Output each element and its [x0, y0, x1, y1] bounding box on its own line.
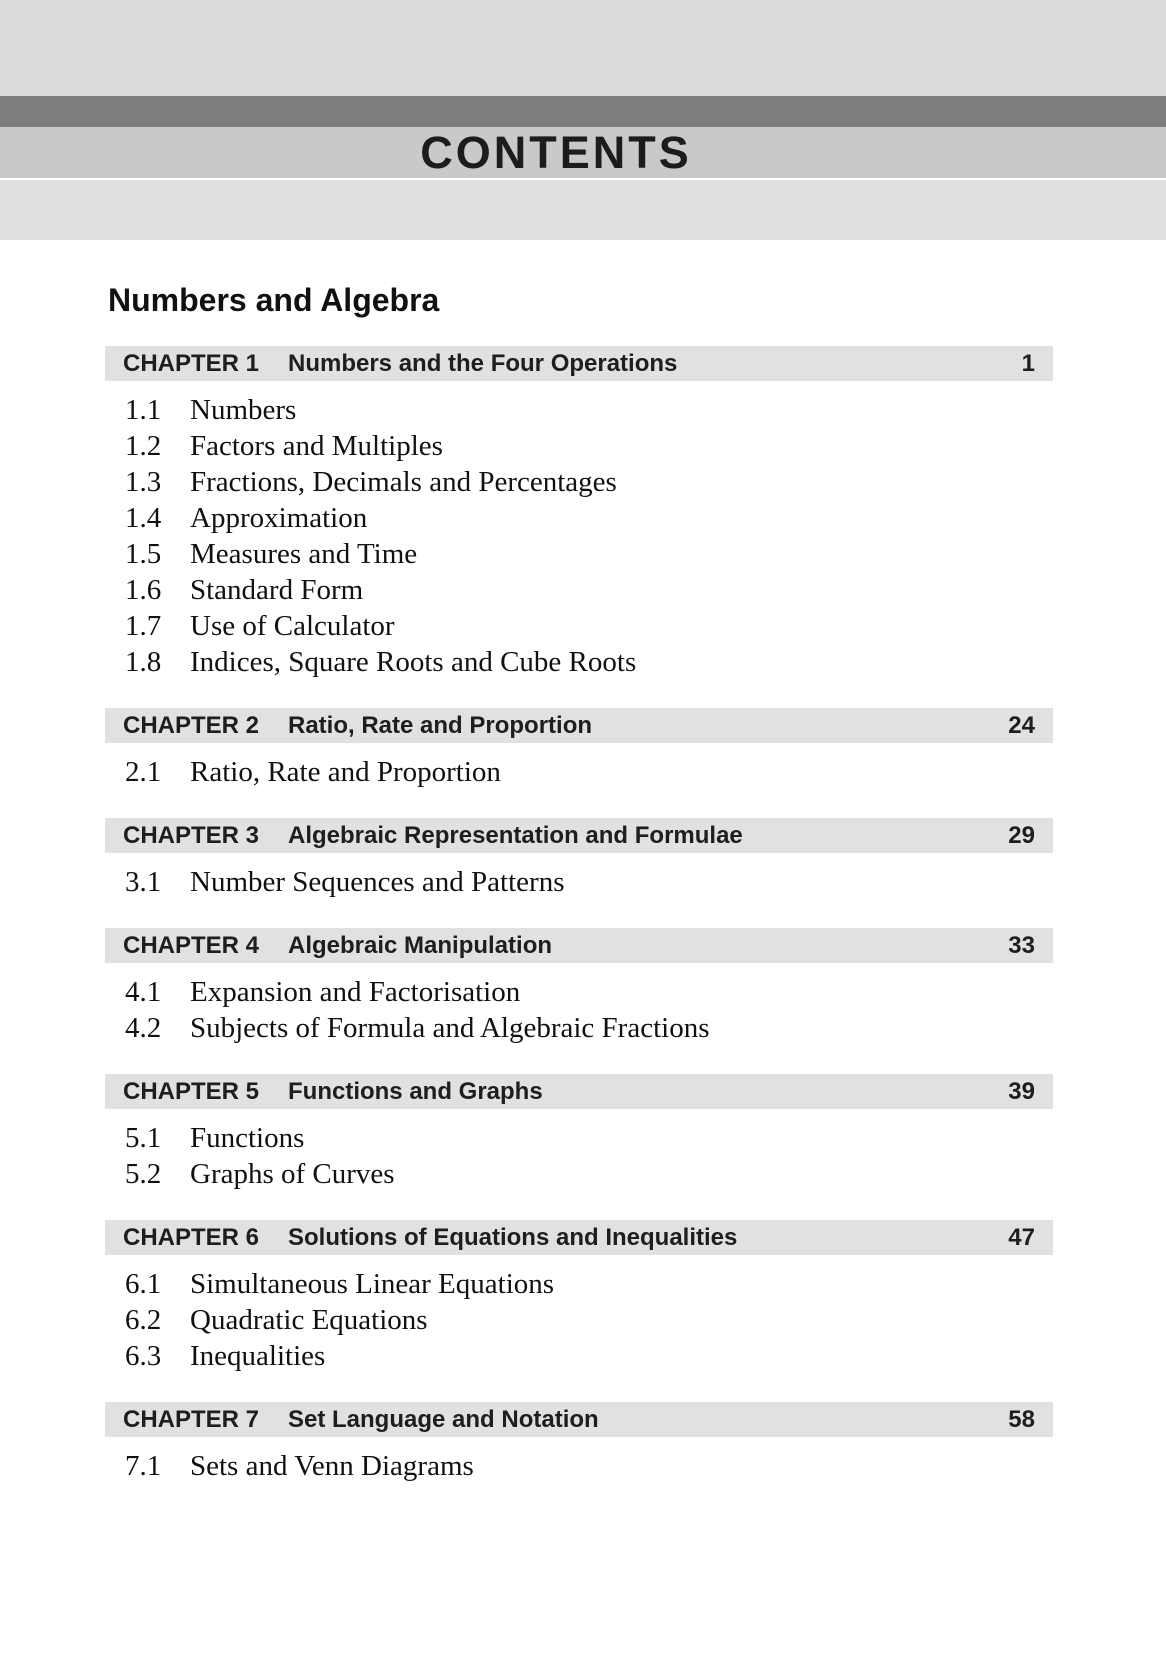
chapter-7-sections — [105, 1448, 1053, 1484]
chapter-page-number: 39 — [1008, 1077, 1035, 1105]
chapter-label: CHAPTER 5 — [123, 1077, 260, 1105]
section-row — [105, 608, 1053, 644]
chapter-4-group — [105, 928, 1053, 1046]
chapter-page-number: 58 — [1008, 1405, 1035, 1433]
chapter-6-bar — [105, 1220, 1053, 1255]
chapter-7-bar — [105, 1402, 1053, 1437]
chapter-title: Functions and Graphs — [288, 1077, 543, 1105]
strand-heading: Numbers and Algebra — [108, 282, 440, 318]
page-title: CONTENTS — [420, 127, 692, 178]
chapter-page-number: 1 — [1021, 349, 1035, 377]
section-number: 3.1 — [125, 866, 162, 899]
chapter-2-bar — [105, 708, 1053, 743]
section-number: 1.2 — [125, 430, 162, 463]
chapter-label: CHAPTER 1 — [123, 349, 260, 377]
chapter-page-number: 24 — [1008, 711, 1035, 739]
section-title: Graphs of Curves — [190, 1158, 395, 1191]
chapter-page-number: 29 — [1008, 821, 1035, 849]
header-title-band — [0, 127, 1166, 178]
section-row — [105, 536, 1053, 572]
section-title: Approximation — [190, 502, 368, 535]
section-row — [105, 864, 1053, 900]
section-row — [105, 1266, 1053, 1302]
section-number: 6.1 — [125, 1268, 162, 1301]
chapter-page-number: 47 — [1008, 1223, 1035, 1251]
chapter-5-group — [105, 1074, 1053, 1192]
section-title: Functions — [190, 1122, 305, 1155]
section-title: Quadratic Equations — [190, 1304, 428, 1337]
page-header — [0, 0, 1166, 240]
section-number: 1.3 — [125, 466, 162, 499]
chapter-label: CHAPTER 7 — [123, 1405, 260, 1433]
chapter-3-sections — [105, 864, 1053, 900]
chapter-title: Algebraic Manipulation — [288, 931, 553, 959]
chapter-6-group — [105, 1220, 1053, 1374]
section-title: Measures and Time — [190, 538, 418, 571]
section-row — [105, 644, 1053, 680]
chapter-title: Numbers and the Four Operations — [288, 349, 678, 377]
section-number: 6.3 — [125, 1340, 162, 1373]
chapter-1-sections — [105, 392, 1053, 680]
header-top-strip — [0, 0, 1166, 96]
section-title: Expansion and Factorisation — [190, 976, 521, 1009]
section-row — [105, 1156, 1053, 1192]
section-number: 1.5 — [125, 538, 162, 571]
table-of-contents — [105, 283, 1053, 1484]
chapter-label: CHAPTER 3 — [123, 821, 260, 849]
chapter-label: CHAPTER 4 — [123, 931, 260, 959]
chapter-6-sections — [105, 1266, 1053, 1374]
section-number: 1.8 — [125, 646, 162, 679]
section-title: Use of Calculator — [190, 610, 395, 643]
section-title: Number Sequences and Patterns — [190, 866, 565, 899]
chapter-page-number: 33 — [1008, 931, 1035, 959]
section-row — [105, 392, 1053, 428]
section-row — [105, 1302, 1053, 1338]
section-title: Ratio, Rate and Proportion — [190, 756, 501, 789]
section-number: 4.2 — [125, 1012, 162, 1045]
section-title: Indices, Square Roots and Cube Roots — [190, 646, 637, 679]
section-row — [105, 572, 1053, 608]
chapter-3-group — [105, 818, 1053, 900]
section-title: Inequalities — [190, 1340, 326, 1373]
section-row — [105, 500, 1053, 536]
section-number: 5.1 — [125, 1122, 162, 1155]
chapter-1-bar — [105, 346, 1053, 381]
section-row — [105, 974, 1053, 1010]
chapter-2-group — [105, 708, 1053, 790]
section-title: Subjects of Formula and Algebraic Fractions — [190, 1012, 710, 1045]
section-row — [105, 464, 1053, 500]
chapter-7-group — [105, 1402, 1053, 1484]
section-title: Standard Form — [190, 574, 364, 607]
chapter-4-bar — [105, 928, 1053, 963]
section-number: 1.7 — [125, 610, 162, 643]
section-title: Numbers — [190, 394, 297, 427]
section-row — [105, 1120, 1053, 1156]
chapter-title: Set Language and Notation — [288, 1405, 599, 1433]
section-title: Fractions, Decimals and Percentages — [190, 466, 617, 499]
section-row — [105, 1010, 1053, 1046]
chapter-label: CHAPTER 6 — [123, 1223, 260, 1251]
section-number: 6.2 — [125, 1304, 162, 1337]
chapter-label: CHAPTER 2 — [123, 711, 260, 739]
chapter-5-sections — [105, 1120, 1053, 1192]
section-number: 4.1 — [125, 976, 162, 1009]
section-number: 7.1 — [125, 1450, 162, 1483]
section-number: 1.1 — [125, 394, 162, 427]
section-title: Factors and Multiples — [190, 430, 443, 463]
chapter-4-sections — [105, 974, 1053, 1046]
section-row — [105, 428, 1053, 464]
section-number: 1.6 — [125, 574, 162, 607]
section-title: Sets and Venn Diagrams — [190, 1450, 474, 1483]
section-number: 1.4 — [125, 502, 162, 535]
section-number: 2.1 — [125, 756, 162, 789]
header-bottom-strip — [0, 180, 1166, 240]
section-row — [105, 1448, 1053, 1484]
header-dark-band — [0, 96, 1166, 127]
chapter-title: Solutions of Equations and Inequalities — [288, 1223, 738, 1251]
section-title: Simultaneous Linear Equations — [190, 1268, 555, 1301]
chapter-1-group — [105, 346, 1053, 680]
section-row — [105, 1338, 1053, 1374]
section-number: 5.2 — [125, 1158, 162, 1191]
chapter-5-bar — [105, 1074, 1053, 1109]
chapter-2-sections — [105, 754, 1053, 790]
chapter-3-bar — [105, 818, 1053, 853]
chapter-title: Algebraic Representation and Formulae — [288, 821, 743, 849]
chapter-title: Ratio, Rate and Proportion — [288, 711, 593, 739]
section-row — [105, 754, 1053, 790]
